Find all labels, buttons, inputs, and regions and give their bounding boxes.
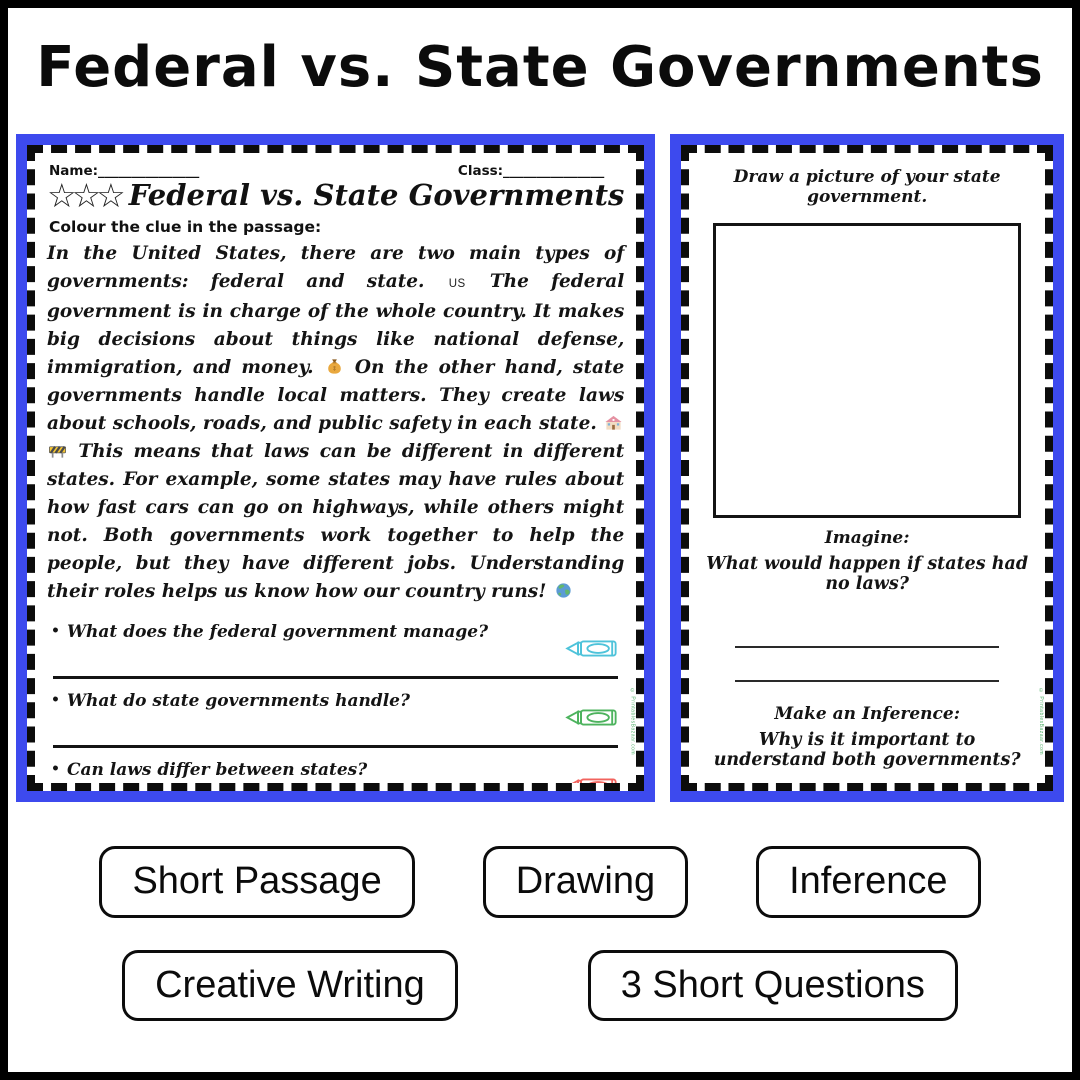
answer-line[interactable] bbox=[53, 676, 618, 679]
crayon-icon bbox=[564, 707, 622, 729]
crayon-icon bbox=[564, 776, 622, 791]
us-flag-emoji: US bbox=[448, 278, 466, 291]
bullet-icon: • bbox=[51, 692, 60, 709]
badge-row bbox=[8, 950, 1072, 1022]
question-text: • Can laws differ between states? bbox=[51, 760, 368, 781]
watermark: © PrintablesBazaar.com bbox=[1038, 687, 1044, 755]
name-class-row bbox=[47, 161, 624, 179]
question-item bbox=[47, 760, 624, 791]
worksheet-pages bbox=[8, 126, 1072, 802]
inference-label: Make an Inference: bbox=[774, 704, 960, 724]
inference-question: Why is it important to understand both governments? bbox=[713, 730, 1021, 770]
banner bbox=[8, 8, 1072, 126]
bullet-icon: • bbox=[51, 623, 60, 640]
left-page-title: Federal vs. State Governments bbox=[128, 178, 625, 212]
name-field[interactable]: Name:_______________ bbox=[49, 163, 200, 179]
school-icon bbox=[603, 413, 624, 434]
passage-run: This means that laws can be different in different states. For example, some states may have rules about how fast cars can go on highways, while others might not. Both governments work together to help the people, but they have different jobs. Understanding their roles helps us know how our country runs! bbox=[47, 441, 625, 603]
imagine-question: What would happen if states had no laws? bbox=[706, 554, 1029, 594]
badge-short-passage: Short Passage bbox=[99, 846, 414, 918]
answer-line[interactable] bbox=[735, 680, 999, 682]
badge-creative-writing: Creative Writing bbox=[122, 950, 458, 1022]
worksheet-page-right bbox=[670, 134, 1064, 802]
feature-badges bbox=[8, 846, 1072, 1021]
passage-text bbox=[47, 240, 624, 606]
money-bag-icon bbox=[324, 357, 345, 378]
question-item bbox=[47, 691, 624, 748]
class-field[interactable]: Class:_______________ bbox=[457, 163, 605, 179]
crayon-icon bbox=[564, 638, 622, 660]
left-page-title-row bbox=[47, 176, 625, 216]
star-icons: ☆☆☆ bbox=[47, 176, 121, 216]
bullet-icon: • bbox=[51, 761, 60, 778]
passage-run: The federal government is in charge of the whole country. It makes big decisions about things like national defense, immigration, and money. bbox=[47, 271, 625, 379]
watermark: © PrintablesBazaar.com bbox=[629, 687, 636, 755]
question-item bbox=[47, 622, 624, 679]
questions bbox=[47, 622, 624, 791]
construction-barrier-icon bbox=[47, 441, 68, 462]
right-page-inner bbox=[681, 145, 1053, 791]
answer-line[interactable] bbox=[735, 646, 999, 648]
worksheet-page-left bbox=[16, 134, 655, 802]
globe-icon bbox=[553, 581, 574, 602]
badge-3-short-questions: 3 Short Questions bbox=[588, 950, 958, 1022]
badge-drawing: Drawing bbox=[483, 846, 688, 918]
answer-line[interactable] bbox=[53, 745, 618, 748]
colour-instruction: Colour the clue in the passage: bbox=[49, 218, 322, 237]
drawing-box[interactable] bbox=[713, 223, 1021, 518]
question-text: • What do state governments handle? bbox=[51, 691, 410, 712]
main-title: Federal vs. State Governments bbox=[36, 34, 1044, 100]
passage-run: In the United States, there are two main types of governments: federal and state. bbox=[47, 243, 625, 293]
draw-prompt: Draw a picture of your state government. bbox=[733, 167, 1001, 207]
imagine-label: Imagine: bbox=[824, 528, 910, 548]
inference-block bbox=[701, 704, 1033, 791]
passage-run: On the other hand, state governments handle local matters. They create laws about schools, roads, and public safety in each state. bbox=[47, 357, 625, 435]
badge-row bbox=[8, 846, 1072, 918]
badge-inference: Inference bbox=[756, 846, 980, 918]
question-text: • What does the federal government manage? bbox=[51, 622, 489, 643]
left-page-inner bbox=[27, 145, 644, 791]
